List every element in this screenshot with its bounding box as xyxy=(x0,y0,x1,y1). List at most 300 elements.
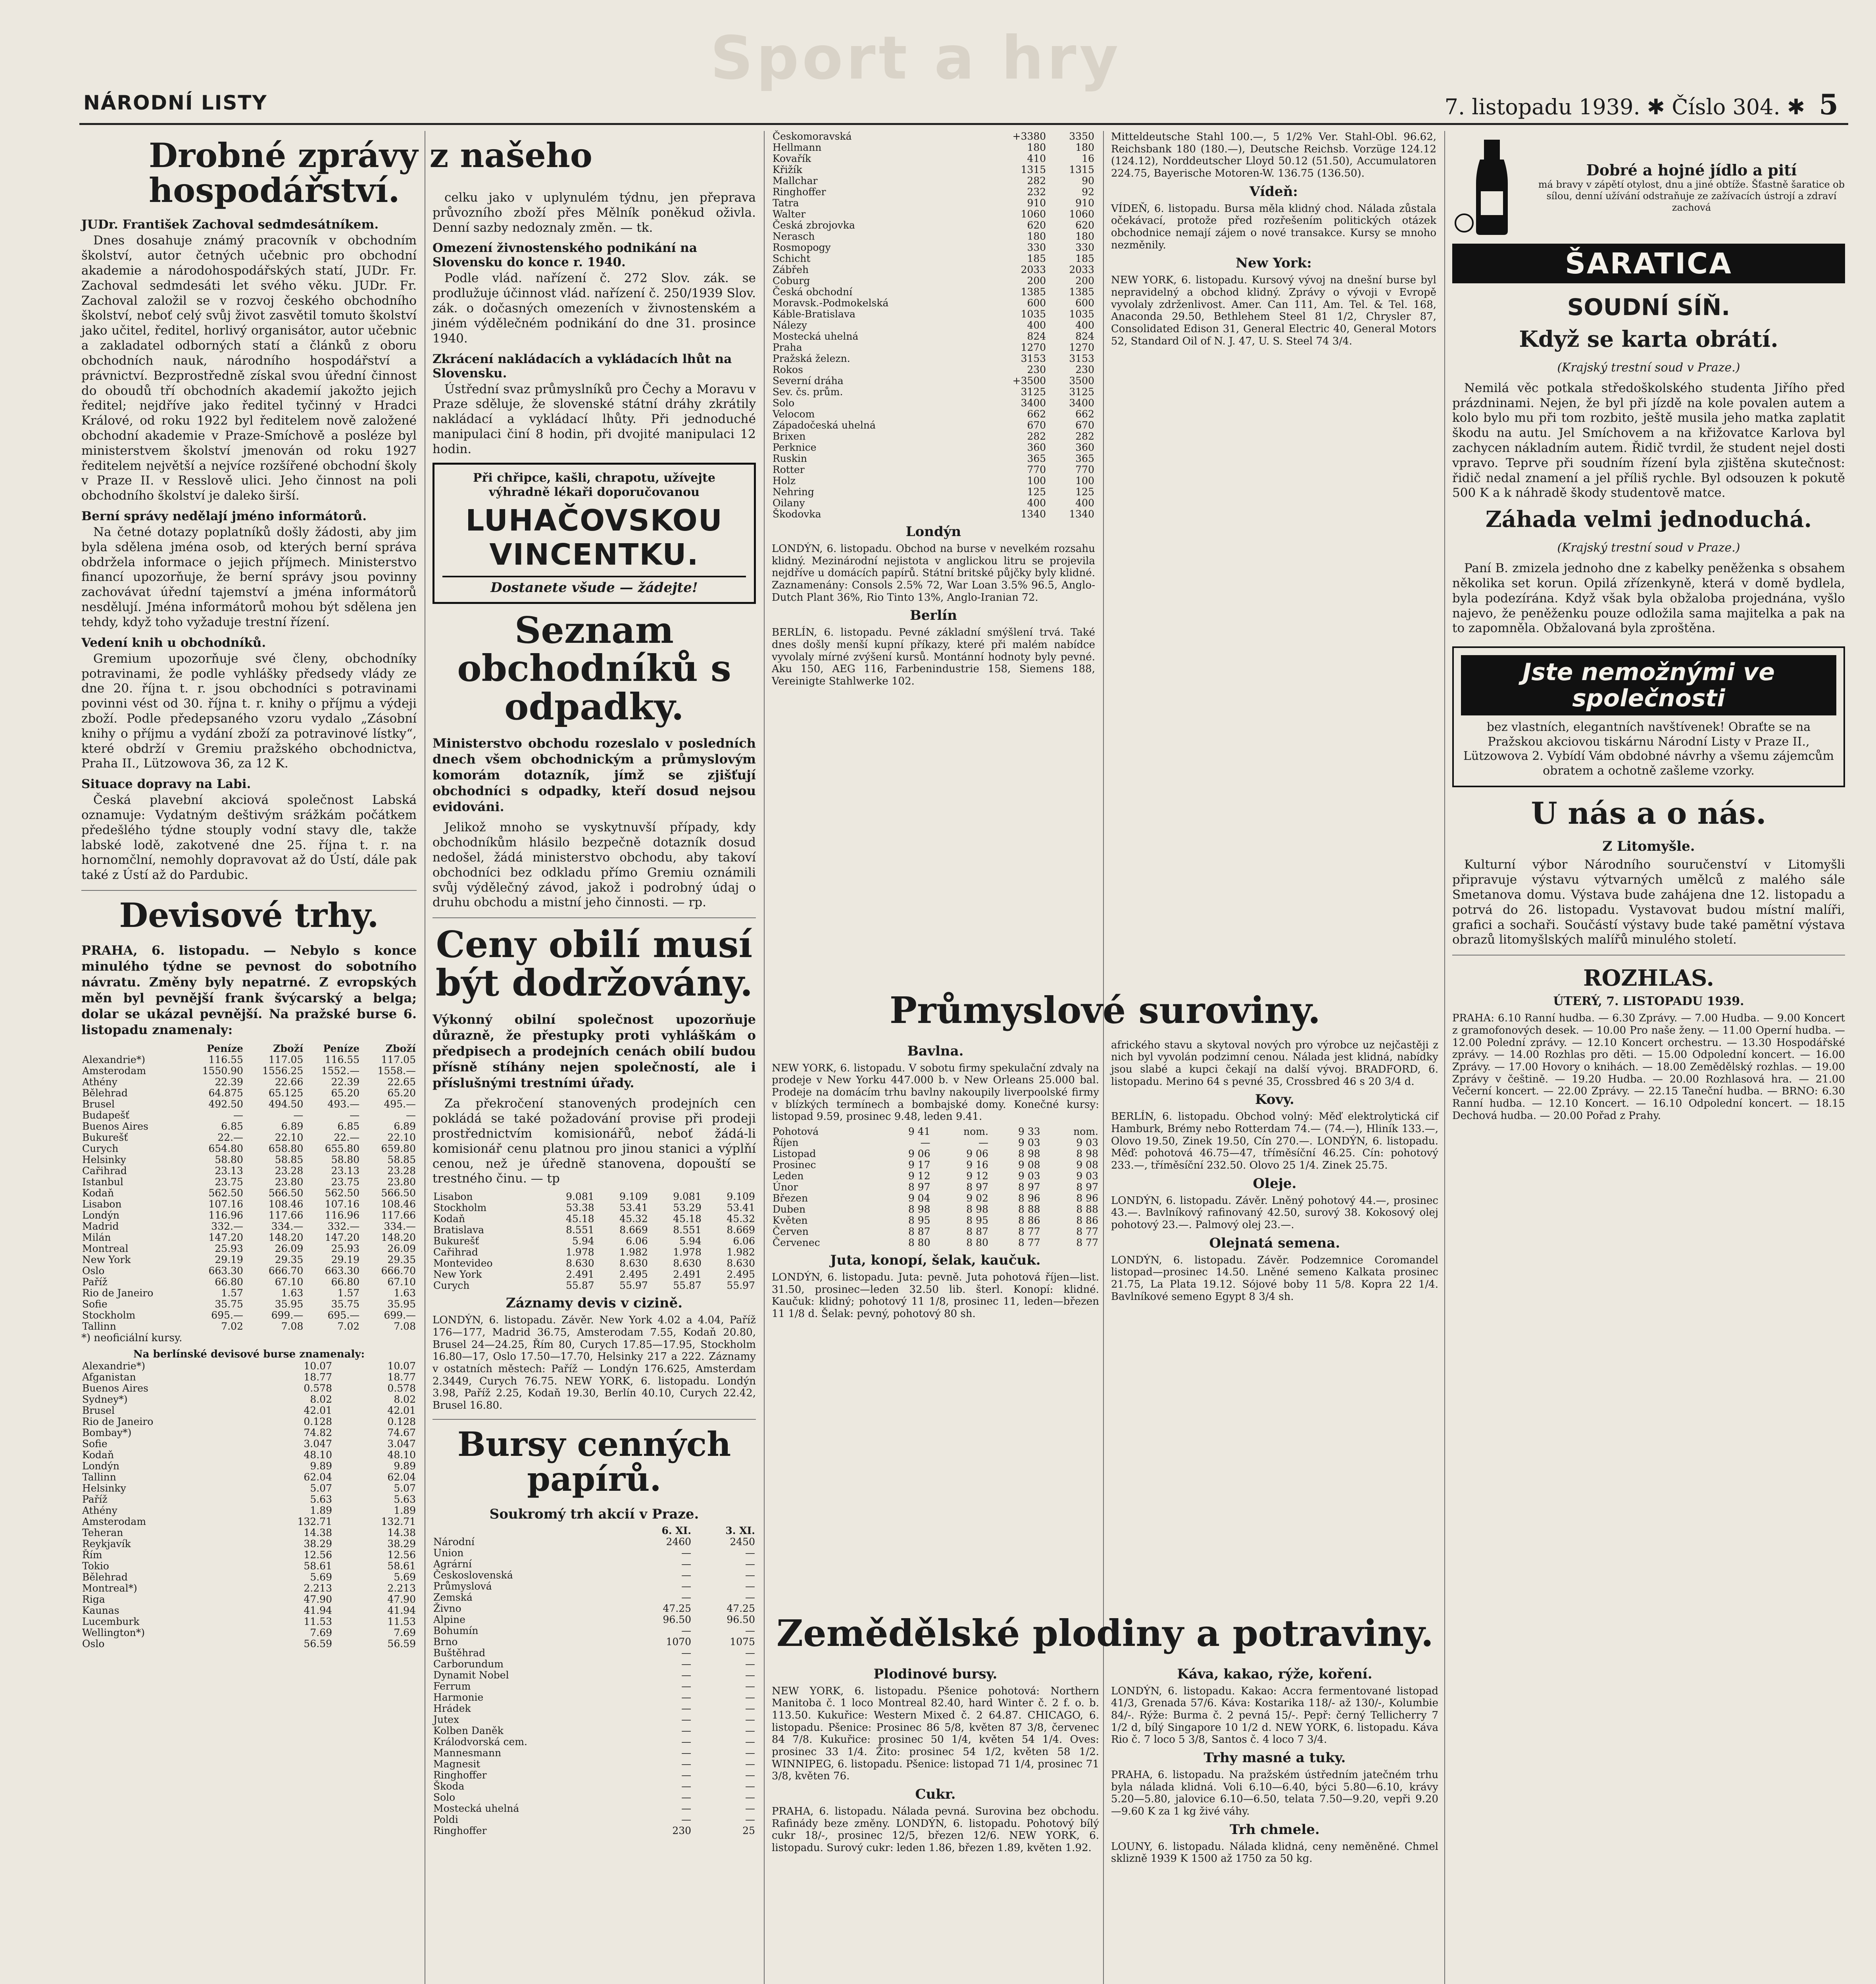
row-label: Rio de Janeiro xyxy=(82,1415,154,1427)
row-label: Solo xyxy=(773,397,795,409)
row-label: Londýn xyxy=(82,1209,119,1221)
row-label: Perknice xyxy=(773,442,817,453)
table-row xyxy=(432,1736,756,1748)
table-row xyxy=(81,1561,417,1572)
cell-value: 8 95 xyxy=(908,1214,930,1226)
cell-value: 9 41 xyxy=(908,1125,930,1137)
table-row xyxy=(772,164,1095,175)
table-row xyxy=(772,498,1095,509)
cell-value: 2.213 xyxy=(304,1582,332,1594)
cell-value: 65.125 xyxy=(268,1087,304,1099)
row-label: Živno xyxy=(433,1603,461,1615)
cell-value: 62.04 xyxy=(304,1471,332,1483)
bavlna-table xyxy=(772,1126,1099,1248)
row-label: Červen xyxy=(773,1225,809,1237)
issue-info: 7. listopadu 1939. ✱ Číslo 304. ✱ 5 xyxy=(1444,88,1838,121)
table-row xyxy=(81,1361,417,1372)
cell-value: — xyxy=(681,1680,692,1692)
cell-value: 282 xyxy=(1027,175,1046,186)
cell-value: 9 33 xyxy=(1018,1125,1040,1137)
table-row xyxy=(772,420,1095,431)
cell-value: nom. xyxy=(963,1125,988,1137)
cell-value: 116.55 xyxy=(325,1054,360,1066)
row-label: Curych xyxy=(433,1280,470,1292)
cell-value: 1558.— xyxy=(377,1065,416,1077)
cell-value: 1060 xyxy=(1069,208,1094,220)
cell-value: 230 xyxy=(1027,364,1046,375)
cell-value: 58.80 xyxy=(331,1154,360,1166)
cell-value: 29.35 xyxy=(387,1254,416,1266)
table-row xyxy=(772,486,1095,498)
cell-value: 9 17 xyxy=(908,1159,930,1171)
table-row xyxy=(772,353,1095,364)
cell-value: 9 08 xyxy=(1076,1159,1098,1171)
cell-value: 666.70 xyxy=(268,1265,304,1277)
row-label: Bělehrad xyxy=(82,1087,128,1099)
table-row xyxy=(772,264,1095,275)
cell-value: 180 xyxy=(1027,142,1046,153)
table-row xyxy=(81,1416,417,1427)
table-row xyxy=(81,1605,417,1616)
section-title: Bavlna. xyxy=(907,1043,964,1059)
cell-value: 2450 xyxy=(730,1536,755,1548)
cell-value: 8.02 xyxy=(310,1393,332,1405)
cell-value: — xyxy=(745,1625,755,1637)
cell-value: 910 xyxy=(1027,197,1046,209)
cell-value: 45.18 xyxy=(566,1213,594,1225)
row-label: Česká obchodní xyxy=(773,286,853,298)
table-row xyxy=(772,231,1095,242)
cell-value: 26.09 xyxy=(387,1243,416,1255)
cell-value: 8.630 xyxy=(619,1257,648,1269)
cell-value: 8 88 xyxy=(1018,1203,1040,1215)
row-label: Kovařík xyxy=(773,153,811,164)
cell-value: 1550.90 xyxy=(202,1065,243,1077)
row-label: Bukurešť xyxy=(82,1132,128,1144)
cell-value: 9 12 xyxy=(966,1170,988,1182)
cell-value: 35.75 xyxy=(331,1298,360,1310)
row-label: New York xyxy=(82,1254,131,1266)
cell-value: 100 xyxy=(1075,475,1094,486)
cell-value: 8 97 xyxy=(1076,1181,1098,1193)
cell-value: 22.10 xyxy=(387,1132,416,1144)
cell-value: 8 96 xyxy=(1076,1192,1098,1204)
cell-value: 695.— xyxy=(211,1309,243,1321)
cell-value: — xyxy=(745,1658,755,1670)
table-row xyxy=(432,1536,756,1548)
page-number: 5 xyxy=(1819,88,1838,121)
table-row xyxy=(432,1725,756,1736)
cell-value: 8.669 xyxy=(727,1224,755,1236)
cell-value: 58.85 xyxy=(387,1154,416,1166)
cell-value: 330 xyxy=(1075,242,1094,253)
cell-value: 1.89 xyxy=(394,1504,416,1516)
cell-value: 8 77 xyxy=(1018,1236,1040,1248)
cell-value: 330 xyxy=(1027,242,1046,253)
row-label: Alpine xyxy=(433,1614,465,1626)
table-row xyxy=(81,1427,417,1438)
table-row xyxy=(772,142,1095,153)
table-row xyxy=(772,131,1095,142)
cell-value: 55.97 xyxy=(727,1280,755,1292)
table-row xyxy=(432,1269,756,1280)
cell-value: 9 03 xyxy=(1018,1136,1040,1148)
cell-value: 620 xyxy=(1075,219,1094,231)
row-label: Coburg xyxy=(773,275,810,286)
cell-value: 699.— xyxy=(384,1309,416,1321)
table-row xyxy=(432,1280,756,1291)
row-label: Mannesmann xyxy=(433,1747,502,1759)
table-row xyxy=(772,442,1095,453)
table-row xyxy=(432,1636,756,1648)
section-title: Berlín xyxy=(910,608,957,624)
section-title: Káva, kakao, rýže, koření. xyxy=(1177,1666,1372,1682)
cell-value: 22.10 xyxy=(275,1132,304,1144)
cell-value: — xyxy=(406,1109,416,1121)
cell-value: 8 87 xyxy=(908,1225,930,1237)
row-label: Bombay*) xyxy=(82,1426,132,1438)
cell-value: 8 97 xyxy=(966,1181,988,1193)
row-label: Pražská železn. xyxy=(773,353,850,364)
advert-heading: Jste nemožnými ve společnosti xyxy=(1461,655,1836,715)
article-title: Záhada velmi jednoduchá. xyxy=(1485,506,1812,533)
cell-value: — xyxy=(681,1792,692,1803)
cell-value: 12.56 xyxy=(304,1549,332,1561)
cell-value: 7.02 xyxy=(221,1321,243,1332)
row-label: Prosinec xyxy=(773,1159,816,1171)
cell-value: 3.047 xyxy=(387,1438,416,1450)
table-row xyxy=(81,1405,417,1416)
table-row xyxy=(81,1372,417,1383)
cell-value: 1315 xyxy=(1069,164,1094,175)
row-label: Alexandrie*) xyxy=(82,1054,145,1066)
row-label: Stockholm xyxy=(433,1202,487,1214)
cell-value: 1552.— xyxy=(321,1065,360,1077)
cell-value: — xyxy=(745,1692,755,1703)
article-body: Jelikož mnoho se vyskytnuvší případy, kdy obchodníkům hlásilo bezpečně dotazník dosud nedošel, žádá ministerstvo obchodu, aby takoví obchodníci bez odkladu přímo Gremiu oznámili svůj výdělečný závod, jakož i podrobný údaj o druhu obchodu a mistní jeho činnosti. — rp. xyxy=(432,820,756,910)
row-label: Solo xyxy=(433,1792,456,1803)
cell-value: 5.63 xyxy=(310,1493,332,1505)
cell-value: 35.95 xyxy=(387,1298,416,1310)
cell-value: — xyxy=(745,1714,755,1726)
table-row xyxy=(81,1232,417,1243)
cell-value: 14.38 xyxy=(304,1526,332,1538)
cell-value: 9.89 xyxy=(310,1460,332,1472)
table-row xyxy=(772,1148,1099,1159)
cell-value: 562.50 xyxy=(208,1187,243,1199)
zemedelske-plodiny-block xyxy=(772,1607,1438,1984)
cell-value: — xyxy=(681,1592,692,1603)
table-row xyxy=(432,1648,756,1659)
cell-value: 8 95 xyxy=(966,1214,988,1226)
cell-value: 62.04 xyxy=(387,1471,416,1483)
cell-value: — xyxy=(233,1109,243,1121)
cell-value: 824 xyxy=(1027,331,1046,342)
section-subtitle: Z Litomyšle. xyxy=(1602,838,1695,855)
cell-value: — xyxy=(745,1769,755,1781)
table-row xyxy=(81,1177,417,1188)
headline-prumyslove-suroviny: Průmyslové suroviny. xyxy=(889,989,1321,1032)
table-row xyxy=(81,1550,417,1561)
table-row xyxy=(432,1603,756,1614)
cell-value: 663.30 xyxy=(208,1265,243,1277)
cell-value: 662 xyxy=(1075,408,1094,420)
article-body: PRAHA, 6. listopadu. Nálada pevná. Surovina bez obchodu. Rafinády beze změny. LONDÝN, 6. listopadu. Pohotový bílý cukr 18/-, prosinec 12/5, březen 12/6. NEW YORK, 6. listopadu. Surový cukr: leden 1.86, březen 1.89, květen 1.92. xyxy=(772,1805,1099,1854)
issue-date: 7. listopadu 1939. xyxy=(1444,94,1640,119)
cell-value: — xyxy=(293,1109,304,1121)
cell-value: — xyxy=(745,1547,755,1559)
cell-value: 365 xyxy=(1075,453,1094,464)
table-row xyxy=(432,1714,756,1725)
cell-value: 53.41 xyxy=(619,1202,648,1214)
row-label: Českomoravská xyxy=(773,131,852,142)
cell-value: 185 xyxy=(1075,253,1094,264)
column-header: 6. XI. xyxy=(661,1525,692,1537)
row-label: Rokos xyxy=(773,364,803,375)
cell-value: 116.55 xyxy=(208,1054,243,1066)
row-label: Rio de Janeiro xyxy=(82,1287,154,1299)
table-row xyxy=(432,1670,756,1681)
cell-value: 117.05 xyxy=(268,1054,304,1066)
article-subtitle: (Krajský trestní soud v Praze.) xyxy=(1557,541,1740,555)
cell-value: 58.85 xyxy=(275,1154,304,1166)
cell-value: 400 xyxy=(1027,319,1046,331)
cell-value: 56.59 xyxy=(304,1638,332,1649)
table-row xyxy=(432,1759,756,1770)
row-label: Nehring xyxy=(773,486,814,498)
row-label: Budapešť xyxy=(82,1109,130,1121)
article-body: NEW YORK, 6. listopadu. V sobotu firmy spekulační zdvaly na prodeje v New Yorku 447.000 b. v New Orleans 25.000 bal. Prodeje na domácím trhu bavlny nakoupily liverpoolské firmy v blízkých termínech a bombajské domy. Konečné kursy: listopad 9.59, prosinec 9.48, leden 9.41. xyxy=(772,1062,1099,1123)
article-body: PRAHA, 6. listopadu. Na pražském ústředním jatečném trhu byla nálada klidná. Voli 6.10—6.40, býci 5.80—6.10, krávy 5.20—5.80, jalovice 6.10—6.50, telata 7.50—9.20, vepři 9.20—9.60 K za 1 kg živé váhy. xyxy=(1111,1769,1438,1817)
table-row xyxy=(772,275,1095,286)
cell-value: 8.669 xyxy=(619,1224,648,1236)
row-label: Montevideo xyxy=(433,1257,493,1269)
table-row xyxy=(81,1310,417,1321)
headline-rozhlas: ROZHLAS. xyxy=(1583,965,1714,992)
row-label: Severní dráha xyxy=(773,375,844,386)
cell-value: 666.70 xyxy=(381,1265,416,1277)
column-header: Zboží xyxy=(273,1043,304,1055)
row-label: Ruskin xyxy=(773,453,807,464)
advert-text: Při chřipce, kašli, chrapotu, užívejte výhradně lékaři doporučovanou xyxy=(473,471,715,499)
table-row xyxy=(432,1592,756,1603)
table-row xyxy=(432,1770,756,1781)
cell-value: 14.38 xyxy=(387,1526,416,1538)
row-label: Buenos Aires xyxy=(82,1382,148,1394)
luhacovicka-advert xyxy=(432,463,756,604)
cell-value: 400 xyxy=(1075,497,1094,509)
table-row xyxy=(81,1472,417,1483)
table-row xyxy=(81,1221,417,1232)
cell-value: 66.80 xyxy=(331,1276,360,1288)
cell-value: 670 xyxy=(1027,419,1046,431)
section-title: Cukr. xyxy=(915,1786,956,1802)
table-row xyxy=(81,1516,417,1527)
cell-value: 108.46 xyxy=(268,1198,304,1210)
section-title: Londýn xyxy=(905,524,961,540)
cell-value: 659.80 xyxy=(381,1143,416,1155)
article-body: LOUNY, 6. listopadu. Nálada klidná, ceny neměněné. Chmel sklizně 1939 K 1500 až 1750 za 50 kg. xyxy=(1111,1840,1438,1865)
table-row xyxy=(432,1681,756,1692)
cell-value: 5.07 xyxy=(394,1482,416,1494)
row-label: Tallinn xyxy=(82,1471,116,1483)
cell-value: — xyxy=(681,1714,692,1726)
article-title: Omezení živnostenského podnikání na Slovensku do konce r. 1940. xyxy=(432,241,697,270)
row-label: Škodovka xyxy=(773,508,821,520)
cell-value: 47.25 xyxy=(727,1603,755,1615)
table-row xyxy=(772,475,1095,486)
row-label: Králodvorská cem. xyxy=(433,1736,527,1748)
row-label: Pohotová xyxy=(773,1125,819,1137)
article-title: Berní správy nedělají jméno informátorů. xyxy=(81,509,367,523)
row-label: Ringhoffer xyxy=(433,1825,487,1837)
row-label: Průmyslová xyxy=(433,1580,492,1592)
cell-value: 45.32 xyxy=(619,1213,648,1225)
table-row xyxy=(81,1394,417,1405)
table-row xyxy=(81,1210,417,1221)
cell-value: 400 xyxy=(1075,319,1094,331)
issue-number: Číslo 304. xyxy=(1672,94,1780,119)
cell-value: 9.89 xyxy=(394,1460,416,1472)
table-row xyxy=(81,1616,417,1627)
cell-value: 64.875 xyxy=(208,1087,243,1099)
row-label: Rotter xyxy=(773,464,805,475)
row-label: Amsterodam xyxy=(82,1515,146,1527)
row-label: Únor xyxy=(773,1181,798,1193)
cell-value: +3500 xyxy=(1012,375,1046,386)
cell-value: 230 xyxy=(672,1825,692,1837)
cell-value: 8.630 xyxy=(566,1257,594,1269)
cell-value: 12.56 xyxy=(387,1549,416,1561)
table-row xyxy=(81,1254,417,1265)
section-title: Juta, konopí, šelak, kaučuk. xyxy=(830,1252,1041,1268)
cell-value: 23.75 xyxy=(215,1176,243,1188)
table-row xyxy=(81,1121,417,1132)
cell-value: 8 87 xyxy=(966,1225,988,1237)
row-label: Curych xyxy=(82,1143,119,1155)
cell-value: 1.57 xyxy=(337,1287,360,1299)
cell-value: — xyxy=(681,1725,692,1737)
cell-value: 3125 xyxy=(1069,386,1094,398)
cell-value: 22.— xyxy=(334,1132,360,1144)
table-row xyxy=(772,209,1095,220)
row-label: Květen xyxy=(773,1214,808,1226)
cell-value: 185 xyxy=(1027,253,1046,264)
cell-value: 92 xyxy=(1082,186,1094,198)
cell-value: 1.63 xyxy=(394,1287,416,1299)
cell-value: 9 04 xyxy=(908,1192,930,1204)
cell-value: 1.982 xyxy=(727,1246,755,1258)
column-2 xyxy=(432,131,756,1984)
article-lead: Ministerstvo obchodu rozeslalo v posledních dnech všem obchodnickým a průmyslovým komorám dotazník, jímž se zjišťují obchodníci s odpadky, kteří dosud nejsou evidováni. xyxy=(432,736,756,815)
table-row xyxy=(772,331,1095,342)
table-row xyxy=(81,1077,417,1088)
row-label: Bohumín xyxy=(433,1625,479,1637)
row-label: Ringhoffer xyxy=(773,186,826,198)
cell-value: — xyxy=(745,1736,755,1748)
table-row xyxy=(81,1494,417,1505)
cell-value: 11.53 xyxy=(387,1615,416,1627)
cell-value: 8 98 xyxy=(1018,1148,1040,1159)
cell-value: 29.35 xyxy=(275,1254,304,1266)
cell-value: 25.93 xyxy=(215,1243,243,1255)
table-row xyxy=(81,1143,417,1154)
headline-u-nas: U nás a o nás. xyxy=(1531,795,1766,831)
cell-value: — xyxy=(681,1692,692,1703)
table-row xyxy=(772,175,1095,186)
cell-value: +3380 xyxy=(1012,131,1046,142)
table-row xyxy=(81,1438,417,1450)
row-label: Oilany xyxy=(773,497,805,509)
headline-ceny-obili: Ceny obilí musí být dodržovány. xyxy=(435,923,753,1004)
cell-value: 132.71 xyxy=(297,1515,332,1527)
row-label: Lisabon xyxy=(82,1198,122,1210)
row-label: Magnesit xyxy=(433,1758,481,1770)
cell-value: 658.80 xyxy=(268,1143,304,1155)
row-label: Březen xyxy=(773,1192,808,1204)
cell-value: 6.85 xyxy=(337,1121,360,1132)
table-title: Na berlínské devisové burse znamenaly: xyxy=(133,1348,365,1360)
cell-value: 0.128 xyxy=(387,1415,416,1427)
cell-value: 0.578 xyxy=(387,1382,416,1394)
table-row xyxy=(772,1137,1099,1148)
navstivenky-advert xyxy=(1452,646,1845,787)
cell-value: 9.109 xyxy=(619,1191,648,1203)
cell-value: 25.93 xyxy=(331,1243,360,1255)
row-label: Cařihrad xyxy=(433,1246,478,1258)
table-row xyxy=(81,1583,417,1594)
section-title: Vídeň: xyxy=(1249,183,1298,200)
table-row xyxy=(772,1215,1099,1226)
row-label: Agrární xyxy=(433,1558,472,1570)
cell-value: 125 xyxy=(1075,486,1094,498)
table-row xyxy=(81,1199,417,1210)
cell-value: — xyxy=(681,1547,692,1559)
article-body: LONDÝN, 6. listopadu. Závěr. Lněný pohotový 44.—, prosinec 43.—. Bavlníkový rafinovaný 42.50, surový 38. Kokosový olej pohotový 23.—. Palmový olej 23.—. xyxy=(1111,1194,1438,1231)
cell-value: 22.65 xyxy=(387,1076,416,1088)
cell-value: 282 xyxy=(1027,431,1046,442)
cell-value: 9 03 xyxy=(1076,1136,1098,1148)
cell-value: — xyxy=(681,1736,692,1748)
table-row xyxy=(772,242,1095,253)
table-row xyxy=(432,1748,756,1759)
cell-value: 96.50 xyxy=(663,1614,692,1626)
cell-value: — xyxy=(745,1758,755,1770)
table-row xyxy=(772,342,1095,353)
table-row xyxy=(81,1265,417,1277)
cell-value: — xyxy=(745,1558,755,1570)
cell-value: 116.96 xyxy=(325,1209,360,1221)
cell-value: 35.95 xyxy=(275,1298,304,1310)
row-label: Paříž xyxy=(82,1493,108,1505)
cell-value: 1035 xyxy=(1069,308,1094,320)
table-row xyxy=(81,1321,417,1332)
article-title: Když se karta obrátí. xyxy=(1519,326,1778,352)
article-body: Za překročení stanovených prodejních cen pokládá se také požadování provise při prodeji prostřednictvím komisionářů, neboť žádá-li komisionář cenu platnou pro jinou stanici a výplňí cenou, než je úředně stanovena, dopouští se trestného činu. — tp xyxy=(432,1096,756,1186)
cell-value: — xyxy=(745,1814,755,1826)
cell-value: 41.94 xyxy=(387,1604,416,1616)
devisy-berlin-table xyxy=(81,1361,417,1649)
cell-value: 0.578 xyxy=(304,1382,332,1394)
ghost-banner: Sport a hry xyxy=(710,24,1122,93)
row-label: Česká zbrojovka xyxy=(773,219,855,231)
cell-value: 48.10 xyxy=(387,1449,416,1461)
row-label: Mallchar xyxy=(773,175,818,186)
row-label: Londýn xyxy=(82,1460,119,1472)
row-label: Dynamit Nobel xyxy=(433,1669,509,1681)
row-label: Zábřeh xyxy=(773,264,809,275)
cell-value: — xyxy=(681,1769,692,1781)
